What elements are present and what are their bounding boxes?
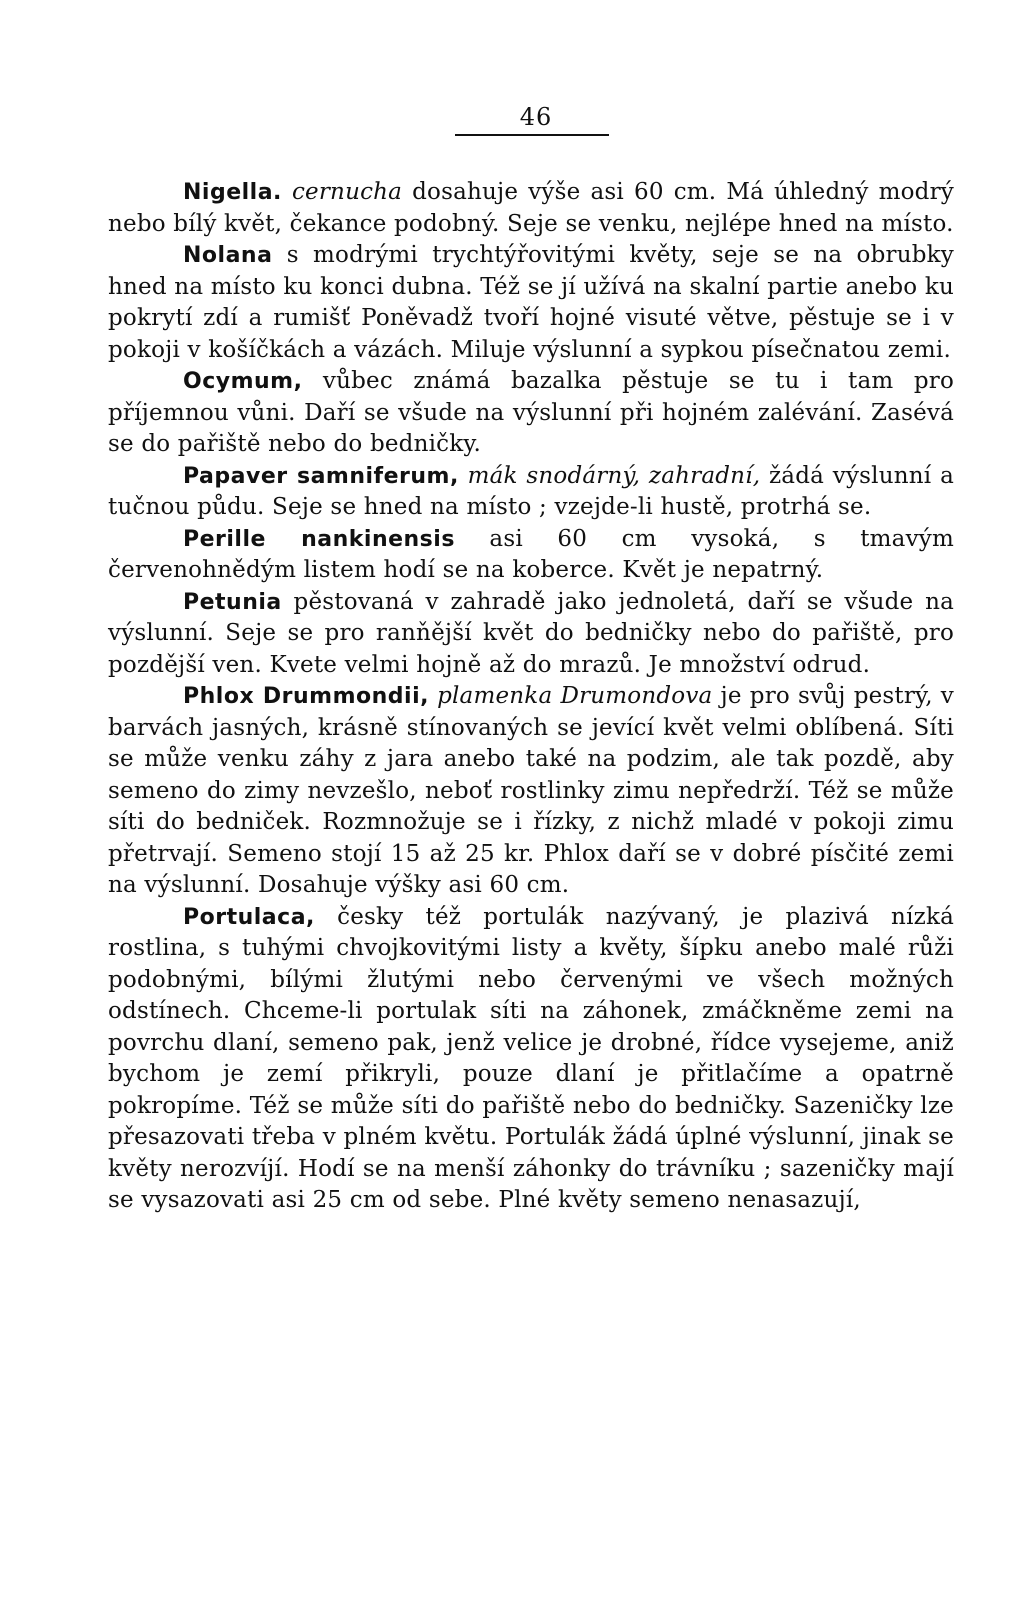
plant-name: Portulaca,: [183, 904, 315, 930]
entry-text: vůbec známá bazalka pěstuje se tu i tam pro příjemnou vůni. Daří se všude na výslunní při hojném zalévání. Zasévá se do pařiště nebo do bedničky.: [108, 368, 954, 457]
plant-entry: [108, 177, 954, 240]
entry-text: česky též portulák nazývaný, je plazivá nízká rostlina, s tuhými chvojkovitými listy a květy, šípku anebo malé růži podobnými, bílými žlutými nebo červenými ve všech možných odstínech. Chceme-li portulak síti na záhonek, zmáčkněme zemi na povrchu dlaní, semeno pak, jenž velice je drobné, řídce vysejeme, aniž bychom je zemí přikryli, pouze dlaní je přitlačíme a opatrně pokropíme. Též se může síti do pařiště nebo do bedničky. Sazeničky lze přesazovati třeba v plném květu. Portulák žádá úplné výslunní, jinak se květy nerozvíjí. Hodí se na menší záhonky do trávníku ; sazeničky mají se vysazovati asi 25 cm od sebe. Plné květy semeno nenasazují,: [108, 903, 954, 1213]
entry-text: s modrými trychtýřovitými květy, seje se na obrubky hned na místo ku konci dubna. Též se jí užívá na skalní partie anebo ku pokrytí zdí a rumišť Poněvadž tvoří hojné visuté větve, pěstuje se i v pokoji v košíčkách a vázách. Miluje výslunní a sypkou písečnatou zemi.: [108, 242, 954, 363]
plant-entry: [108, 366, 954, 461]
common-name: plamenka Drumondova: [437, 683, 713, 709]
plant-name: Papaver samniferum,: [183, 463, 459, 489]
plant-name: Nolana: [183, 243, 273, 268]
entry-text: [282, 179, 292, 205]
entry-text: je pro svůj pestrý, v barvách jasných, krásně stínovaných se jevící květ velmi oblíbená. Síti se může venku záhy z jara anebo také na podzim, ale tak pozdě, aby semeno do zimy nevzešlo, neboť rostlinky zimu nepředrží. Též se může síti do bedniček. Rozmnožuje se i řízky, z nichž mladé v pokoji zimu přetrvají. Semeno stojí 15 až 25 kr. Phlox daří se v dobré písčité zemi na výslunní. Dosahuje výšky asi 60 cm.: [108, 683, 955, 898]
entry-text: žádá výslunní a tučnou půdu. Seje se hned na místo ; vzejde-li hustě, protrhá se.: [108, 462, 954, 520]
plant-entry: [108, 587, 954, 682]
entry-text: pěstovaná v zahradě jako jednoletá, daří se všude na výslunní. Seje se pro ranňější květ do bedničky nebo do pařiště, pro pozdější ven. Kvete velmi hojně až do mrazů. Je množství odrud.: [108, 588, 954, 678]
common-name: mák snodárný, zahradní,: [467, 462, 761, 489]
plant-name: Perille nankinensis: [183, 526, 455, 552]
entry-text: dosahuje výše asi 60 cm. Má úhledný modrý nebo bílý květ, čekance podobný. Seje se venku, nejlépe hned na místo.: [108, 179, 954, 237]
plant-name: Ocymum,: [183, 369, 303, 394]
plant-entry: [108, 524, 954, 587]
body-text: [108, 177, 954, 1217]
common-name: cernucha: [291, 179, 403, 205]
entry-text: [459, 463, 468, 489]
entry-text: asi 60 cm vysoká, s tmavým červenohnědým listem hodí se na koberce. Květ je nepatrný.: [108, 525, 954, 583]
entry-text: [429, 683, 437, 709]
plant-entry: [108, 240, 954, 366]
plant-entry: [108, 461, 954, 524]
plant-name: Phlox Drummondii,: [183, 684, 429, 709]
page-number: 46: [519, 103, 553, 131]
plant-name: Petunia: [183, 589, 282, 615]
plant-entry: [108, 681, 954, 902]
header-rule: [455, 134, 609, 136]
plant-name: Nigella.: [183, 180, 282, 205]
plant-entry: [108, 902, 954, 1217]
